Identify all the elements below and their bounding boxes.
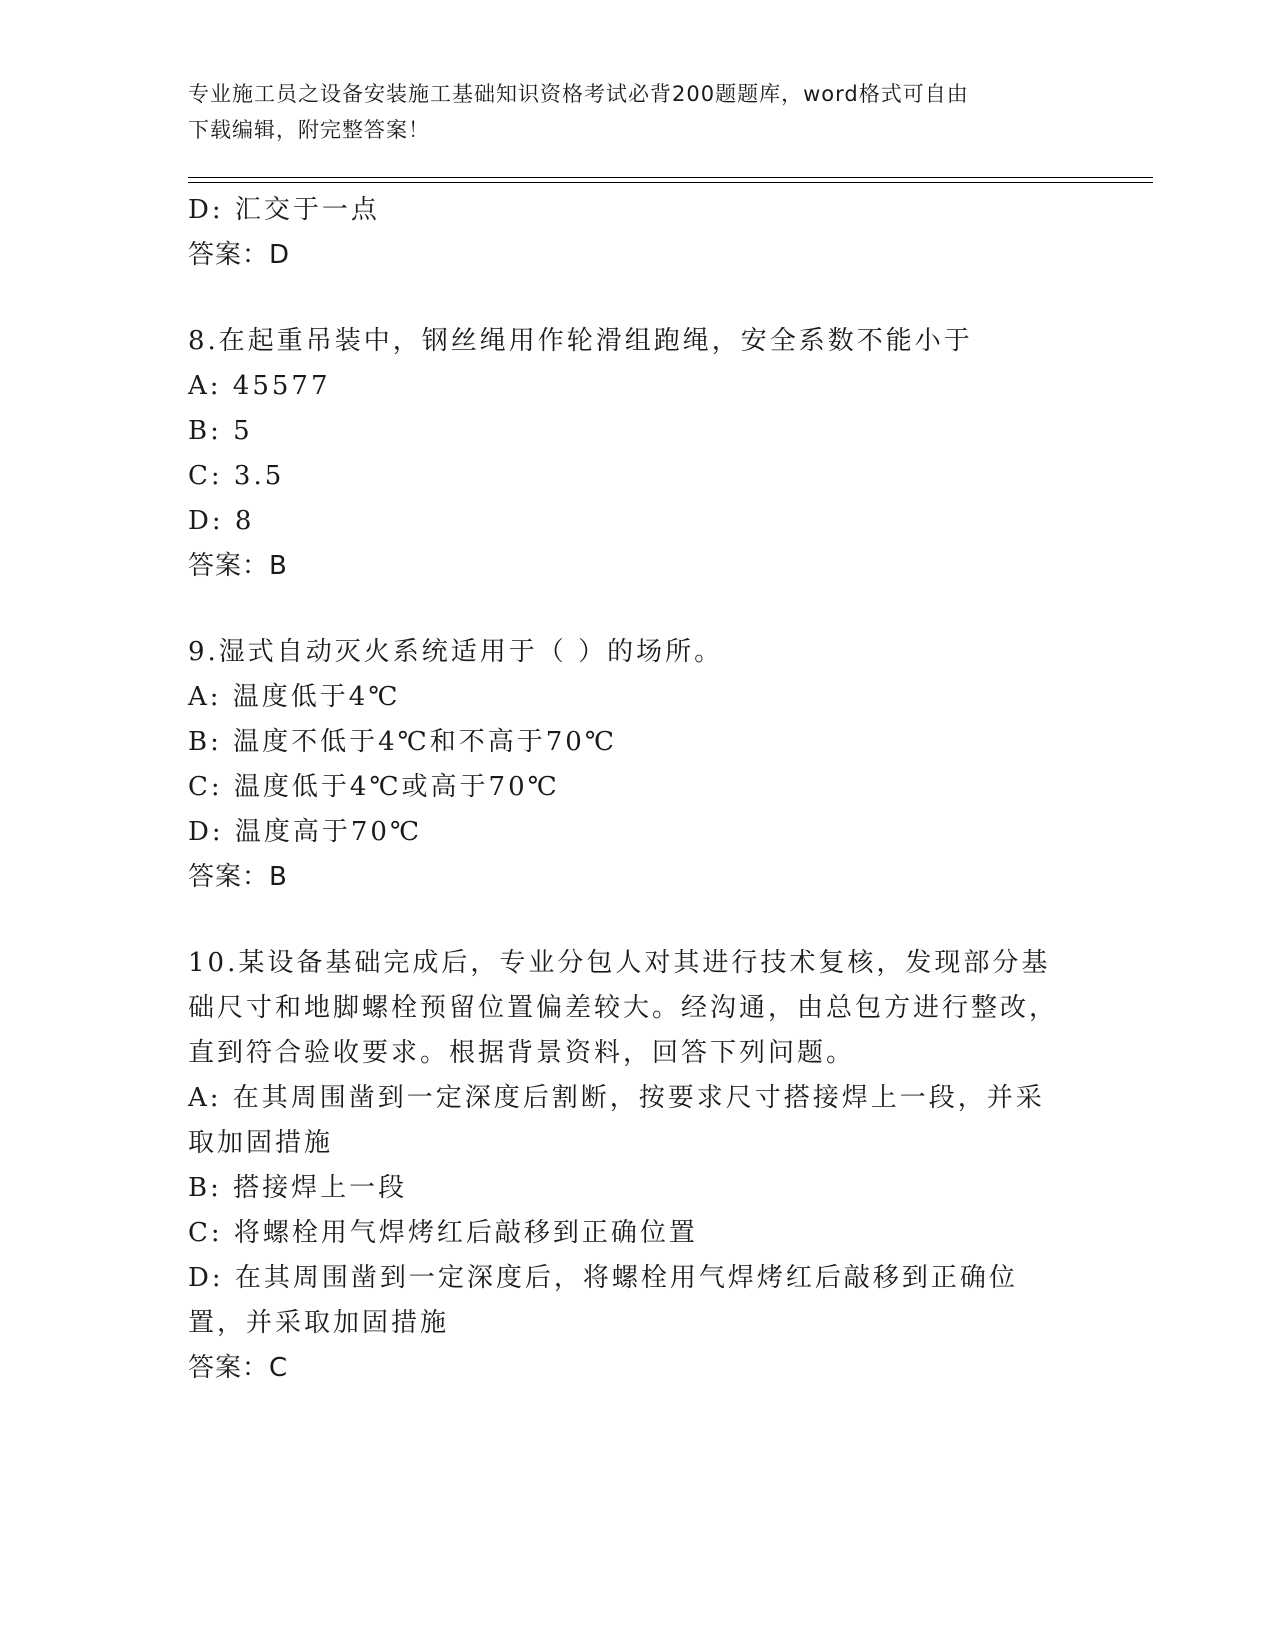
question-8 bbox=[188, 319, 1088, 589]
option-a: A: 温度低于4℃ bbox=[188, 682, 401, 712]
header-title-line-2: 下载编辑，附完整答案！ bbox=[188, 118, 430, 142]
option-d: D: 8 bbox=[188, 506, 255, 536]
question-content bbox=[188, 188, 1088, 1391]
option-d: D: 汇交于一点 bbox=[188, 195, 380, 225]
answer-line: 答案：D bbox=[188, 240, 291, 270]
previous-question-tail bbox=[188, 188, 1088, 278]
option-a: A: 45577 bbox=[188, 371, 331, 401]
option-c: C: 将螺栓用气焊烤红后敲移到正确位置 bbox=[188, 1218, 698, 1248]
document-header bbox=[188, 76, 1088, 148]
option-c: C: 3.5 bbox=[188, 461, 285, 491]
answer-line: 答案：B bbox=[188, 551, 288, 581]
option-a: A: 在其周围凿到一定深度后割断，按要求尺寸搭接焊上一段，并采取加固措施 bbox=[188, 1083, 1045, 1158]
option-b: B: 5 bbox=[188, 416, 253, 446]
option-d: D: 温度高于70℃ bbox=[188, 817, 423, 847]
option-c: C: 温度低于4℃或高于70℃ bbox=[188, 772, 560, 802]
header-divider-bottom bbox=[188, 182, 1153, 183]
header-divider-top bbox=[188, 177, 1153, 178]
spacer bbox=[188, 278, 1088, 319]
option-b: B: 搭接焊上一段 bbox=[188, 1173, 408, 1203]
option-d: D: 在其周围凿到一定深度后，将螺栓用气焊烤红后敲移到正确位置，并采取加固措施 bbox=[188, 1263, 1018, 1338]
question-9 bbox=[188, 630, 1088, 900]
spacer bbox=[188, 589, 1088, 630]
option-b: B: 温度不低于4℃和不高于70℃ bbox=[188, 727, 617, 757]
question-10 bbox=[188, 941, 1088, 1391]
header-title-line-1: 专业施工员之设备安装施工基础知识资格考试必背200题题库，word格式可自由 bbox=[188, 82, 969, 106]
question-stem: 8.在起重吊装中，钢丝绳用作轮滑组跑绳，安全系数不能小于 bbox=[188, 326, 973, 356]
answer-line: 答案：B bbox=[188, 862, 288, 892]
question-stem: 9.湿式自动灭火系统适用于（ ）的场所。 bbox=[188, 637, 724, 667]
spacer bbox=[188, 900, 1088, 941]
answer-line: 答案：C bbox=[188, 1353, 289, 1383]
question-stem: 10.某设备基础完成后，专业分包人对其进行技术复核，发现部分基础尺寸和地脚螺栓预留位置偏差较大。经沟通，由总包方进行整改，直到符合验收要求。根据背景资料，回答下列问题。 bbox=[188, 948, 1059, 1068]
